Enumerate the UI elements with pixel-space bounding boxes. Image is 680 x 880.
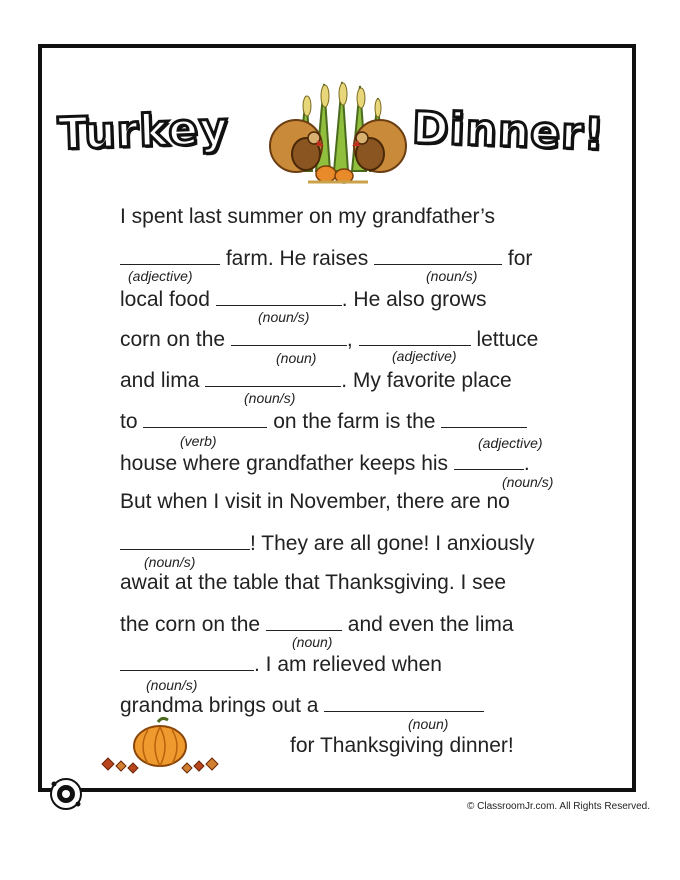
blank-noun-4[interactable]: [231, 327, 347, 346]
blank-noun-3[interactable]: [216, 287, 342, 306]
story-text: for: [507, 247, 533, 270]
story-line-1: I spent last summer on my grandfather’s: [120, 205, 496, 228]
blank-noun-9[interactable]: [454, 451, 524, 470]
story-text: grandma brings out a: [120, 694, 319, 717]
hint-label: (noun/s): [502, 474, 554, 490]
turkey-left-icon: [270, 120, 324, 172]
story-text: and lima: [120, 369, 200, 392]
hint-label: (noun/s): [244, 390, 296, 406]
title-word-turkey: Turkey: [57, 103, 230, 160]
blank-adjective-8[interactable]: [441, 409, 527, 428]
blank-noun-10[interactable]: [120, 531, 250, 550]
story-text: .: [523, 452, 530, 475]
story-text: and even the lima: [347, 613, 514, 636]
hint-label: (noun/s): [144, 554, 196, 570]
blank-noun-2[interactable]: [374, 246, 502, 265]
blank-verb-7[interactable]: [143, 409, 267, 428]
copyright-text: © ClassroomJr.com. All Rights Reserved.: [467, 801, 650, 812]
hint-label: (verb): [180, 433, 217, 449]
classroomjr-logo-icon: [48, 776, 84, 812]
hint-label: (adjective): [128, 268, 193, 284]
blank-adjective-5[interactable]: [359, 327, 471, 346]
hint-label: (adjective): [478, 435, 543, 451]
story-text: ,: [346, 328, 353, 351]
story-line-6: [120, 409, 527, 434]
story-line-12: [120, 652, 442, 677]
hint-label: (noun/s): [258, 309, 310, 325]
blank-adjective-1[interactable]: [120, 246, 220, 265]
pumpkin-leaves-illustration: [98, 716, 226, 776]
story-text: . I am relieved when: [254, 653, 442, 676]
story-text: . He also grows: [341, 288, 487, 311]
blank-noun-11[interactable]: [266, 612, 342, 631]
story-text: on the farm is the: [273, 410, 436, 433]
story-text: . My favorite place: [341, 369, 512, 392]
story-line-9: [120, 531, 534, 556]
story-line-14: for Thanksgiving dinner!: [290, 734, 514, 757]
blank-noun-6[interactable]: [205, 368, 341, 387]
blank-noun-12[interactable]: [120, 652, 254, 671]
story-line-7: [120, 451, 530, 476]
hint-label: (noun): [292, 634, 333, 650]
blank-noun-13[interactable]: [324, 693, 484, 712]
story-text: farm. He raises: [225, 247, 369, 270]
story-line-5: [120, 368, 512, 393]
turkeys-corn-illustration: [268, 76, 408, 188]
story-text: house where grandfather keeps his: [120, 452, 449, 475]
title-word-dinner: Dinner!: [411, 102, 606, 161]
pumpkin-icon: [134, 718, 186, 766]
story-text: to: [120, 410, 138, 433]
story-line-10: await at the table that Thanksgiving. I see: [120, 571, 507, 594]
story-text: the corn on the: [120, 613, 261, 636]
story-text: ! They are all gone! I anxiously: [250, 532, 535, 555]
story-line-8: But when I visit in November, there are no: [120, 490, 510, 513]
story-line-4: [120, 327, 538, 352]
story-line-13: [120, 693, 484, 718]
hint-label: (adjective): [392, 348, 457, 364]
story-text: corn on the: [120, 328, 226, 351]
story-text: local food: [120, 288, 210, 311]
hint-label: (noun/s): [426, 268, 478, 284]
turkey-right-icon: [352, 120, 406, 172]
hint-label: (noun): [408, 716, 449, 732]
hint-label: (noun/s): [146, 677, 198, 693]
hint-label: (noun): [276, 350, 317, 366]
story-text: lettuce: [476, 328, 539, 351]
